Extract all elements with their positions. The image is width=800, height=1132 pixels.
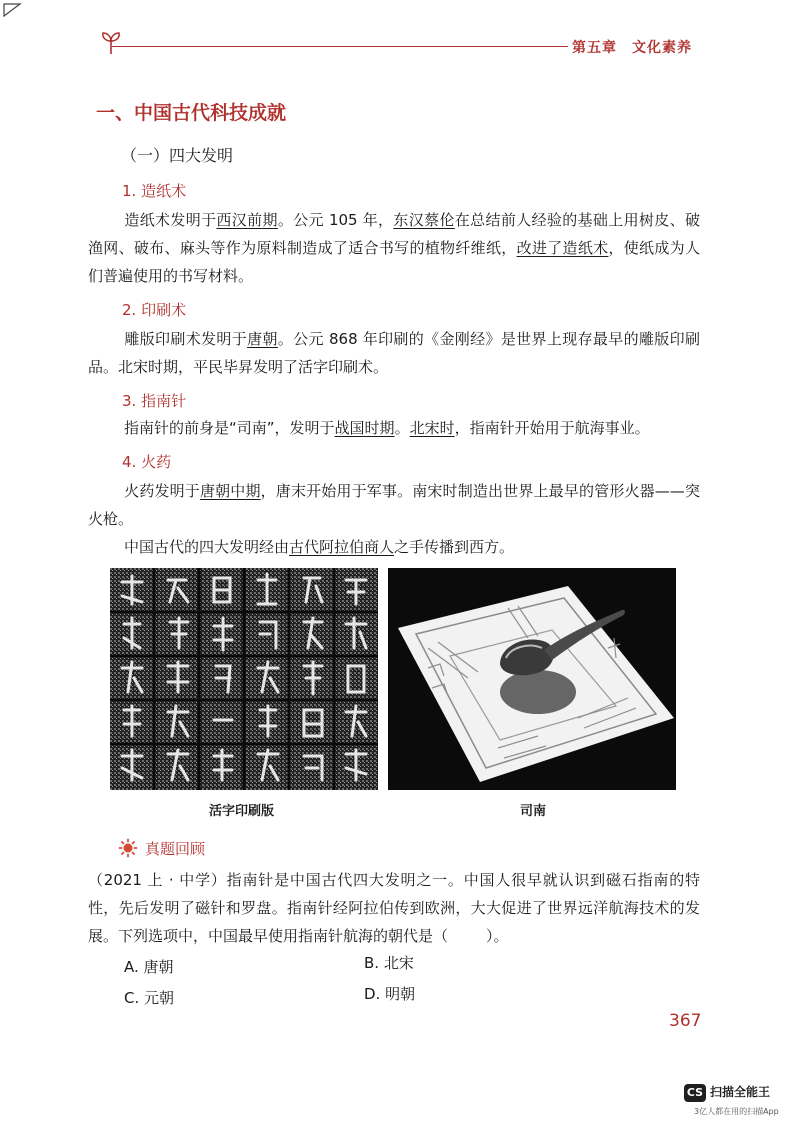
paragraph-printing: 雕版印刷术发明于唐朝。公元 868 年印刷的《金刚经》是世界上现存最早的雕版印刷品。北宋时期，平民毕昇发明了活字印刷术。 — [88, 330, 700, 376]
header-rule — [112, 46, 568, 47]
subsection-title: （一）四大发明 — [121, 146, 234, 165]
sun-icon — [118, 838, 138, 858]
paragraph-spread: 中国古代的四大发明经由古代阿拉伯商人之手传播到西方。 — [124, 538, 515, 556]
option-c[interactable]: C. 元朝 — [124, 989, 175, 1007]
scanner-logo-icon: CS — [684, 1084, 706, 1102]
heading-printing: 2. 印刷术 — [122, 301, 187, 319]
chapter-title: 第五章 文化素养 — [572, 40, 692, 56]
corner-fold-mark — [0, 0, 22, 22]
paragraph-compass: 指南针的前身是“司南”，发明于战国时期。北宋时，指南针开始用于航海事业。 — [124, 419, 650, 437]
page-number: 367 — [669, 1011, 702, 1031]
paragraph-papermaking: 造纸术发明于西汉前期。公元 105 年，东汉蔡伦在总结前人经验的基础上用树皮、破渔网、破布、麻头等作为原料制造成了适合书写的植物纤维纸，改进了造纸术，使纸成为人们普遍使用的书写材料。 — [88, 211, 700, 285]
option-a[interactable]: A. 唐朝 — [124, 958, 174, 976]
scanner-app-name: 扫描全能王 — [710, 1085, 771, 1099]
scanner-tagline: 3亿人都在用的扫描App — [694, 1107, 779, 1116]
section-title: 一、中国古代科技成就 — [96, 102, 287, 124]
heading-compass: 3. 指南针 — [122, 392, 187, 410]
heading-papermaking: 1. 造纸术 — [122, 182, 187, 200]
scanner-watermark — [684, 1082, 796, 1124]
paragraph-gunpowder: 火药发明于唐朝中期，唐末开始用于军事。南宋时制造出世界上最早的管形火器——突火枪。 — [88, 482, 700, 528]
option-b[interactable]: B. 北宋 — [364, 954, 414, 972]
review-question: （2021 上 · 中学）指南针是中国古代四大发明之一。中国人很早就认识到磁石指南的特性，先后发明了磁针和罗盘。指南针经阿拉伯传到欧洲，大大促进了世界远洋航海技术的发展。下列选项中，中国最早使用指南针航海的朝代是（ ）。 — [88, 871, 700, 945]
review-title: 真题回顾 — [145, 840, 206, 858]
option-d[interactable]: D. 明朝 — [364, 985, 416, 1003]
sinan-compass-image — [388, 568, 676, 790]
figure-caption-sinan: 司南 — [520, 804, 547, 819]
heading-gunpowder: 4. 火药 — [122, 453, 172, 471]
movable-type-plate-image — [110, 568, 378, 790]
sprout-icon — [96, 28, 126, 58]
figure-caption-movable-type: 活字印刷版 — [209, 804, 275, 819]
